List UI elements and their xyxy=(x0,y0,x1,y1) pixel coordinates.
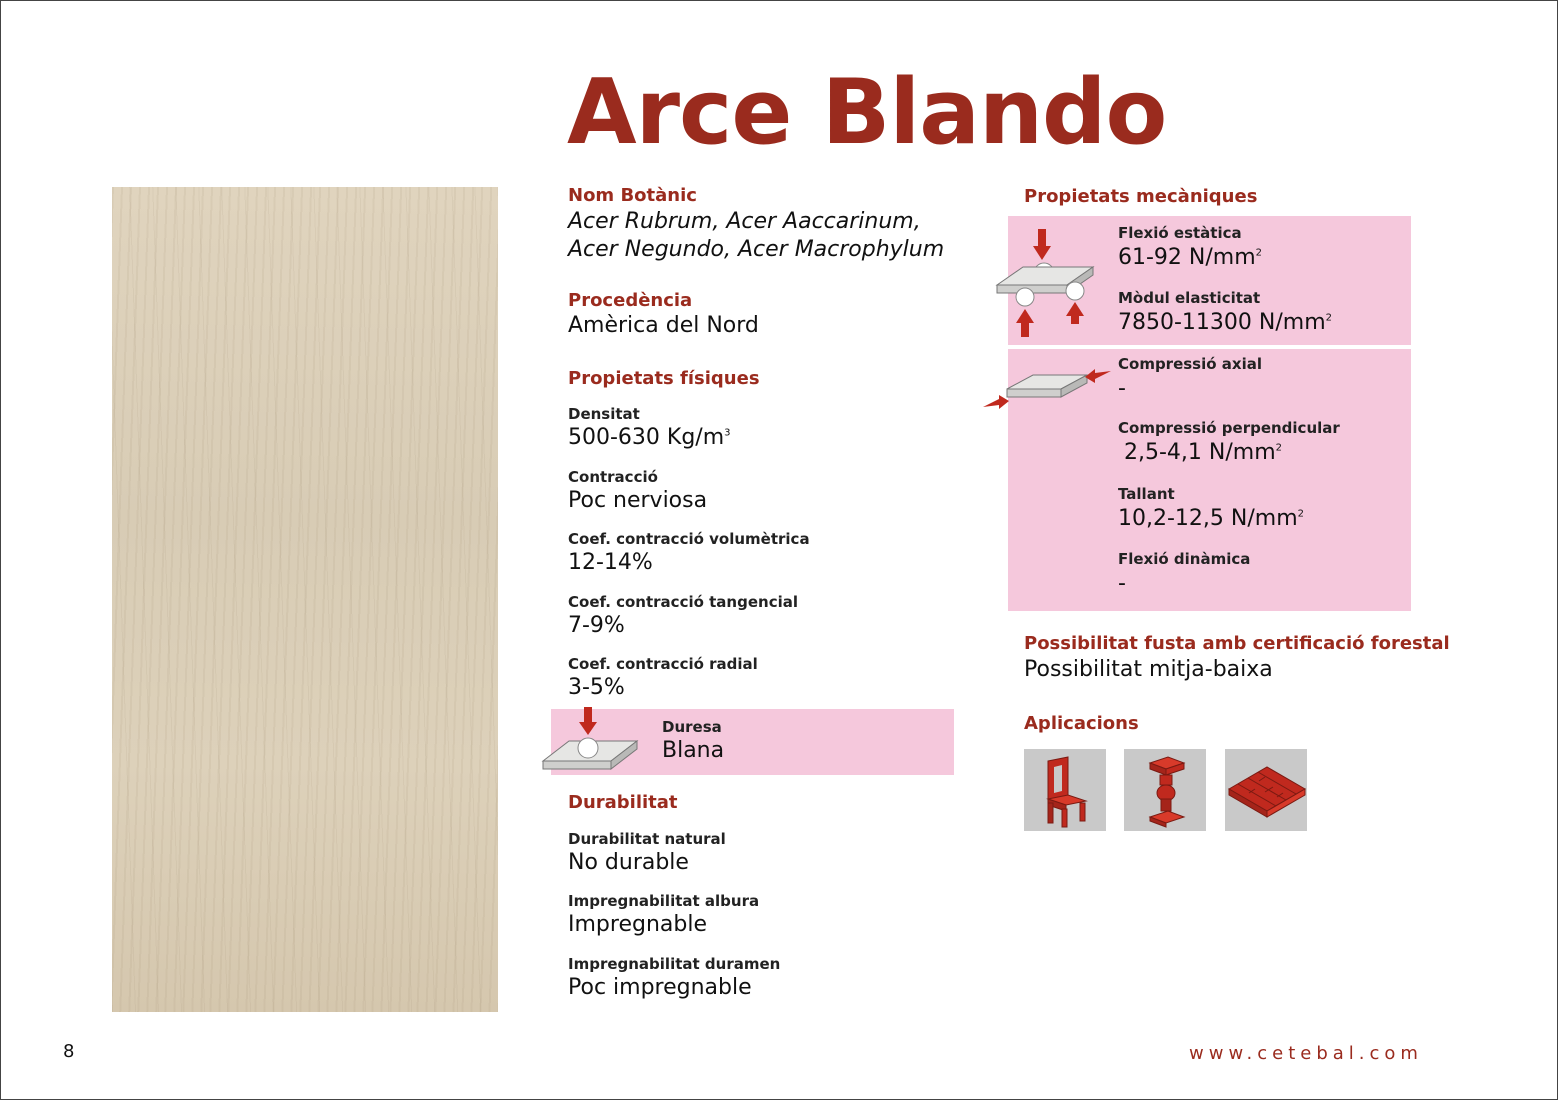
chair-icon xyxy=(1024,749,1106,831)
square-superscript: 2 xyxy=(1255,247,1263,259)
volumetric-coef-label: Coef. contracció volumètrica xyxy=(568,530,810,548)
website-link[interactable]: www.cetebal.com xyxy=(1189,1043,1423,1064)
natural-durability-label: Durabilitat natural xyxy=(568,830,726,848)
density-number: 500-630 Kg/m xyxy=(568,425,725,450)
shrinkage-value: Poc nerviosa xyxy=(568,488,708,513)
dynamic-bending-value: - xyxy=(1118,571,1126,596)
shrinkage-label: Contracció xyxy=(568,468,658,486)
axial-compression-label: Compressió axial xyxy=(1118,355,1262,373)
hardness-value: Blana xyxy=(662,738,725,763)
axial-compression-value: - xyxy=(1118,376,1126,401)
mechanical-properties-heading: Propietats mecàniques xyxy=(1024,186,1258,207)
radial-coef-label: Coef. contracció radial xyxy=(568,655,758,673)
static-bending-label: Flexió estàtica xyxy=(1118,224,1242,242)
dynamic-bending-label: Flexió dinàmica xyxy=(1118,550,1251,568)
perpendicular-compression-number: 2,5-4,1 N/mm xyxy=(1124,440,1276,465)
origin-heading: Procedència xyxy=(568,290,693,311)
density-value xyxy=(568,425,731,450)
durability-heading: Durabilitat xyxy=(568,792,678,813)
density-label: Densitat xyxy=(568,405,640,423)
volumetric-coef-value: 12-14% xyxy=(568,550,653,575)
hardness-test-icon xyxy=(539,705,643,779)
natural-durability-value: No durable xyxy=(568,850,689,875)
botanic-name-heading: Nom Botànic xyxy=(568,185,697,206)
sapwood-impregnability-label: Impregnabilitat albura xyxy=(568,892,760,910)
shear-number: 10,2-12,5 N/mm xyxy=(1118,506,1298,531)
certification-heading: Possibilitat fusta amb certificació forestal xyxy=(1024,633,1450,654)
radial-coef-value: 3-5% xyxy=(568,675,625,700)
axial-compression-test-icon xyxy=(981,365,1113,415)
certification-value: Possibilitat mitja-baixa xyxy=(1024,657,1273,682)
shear-value xyxy=(1118,506,1304,531)
square-superscript: 2 xyxy=(1325,312,1333,324)
origin-value: Amèrica del Nord xyxy=(568,313,759,338)
heartwood-impregnability-label: Impregnabilitat duramen xyxy=(568,955,781,973)
elasticity-modulus-label: Mòdul elasticitat xyxy=(1118,289,1261,307)
sapwood-impregnability-value: Impregnable xyxy=(568,912,707,937)
tangential-coef-value: 7-9% xyxy=(568,613,625,638)
perpendicular-compression-label: Compressió perpendicular xyxy=(1118,419,1340,437)
square-superscript: 2 xyxy=(1297,508,1305,520)
page-title: Arce Blando xyxy=(567,60,1167,165)
elasticity-modulus-number: 7850-11300 N/mm xyxy=(1118,310,1326,335)
static-bending-value xyxy=(1118,245,1262,270)
wood-sample-image xyxy=(112,187,498,1012)
shear-label: Tallant xyxy=(1118,485,1175,503)
botanic-name-value: Acer Rubrum, Acer Aaccarinum, Acer Negundo, Acer Macrophylum xyxy=(568,209,945,262)
cube-superscript: 3 xyxy=(724,427,731,439)
elasticity-modulus-value xyxy=(1118,310,1332,335)
static-bending-number: 61-92 N/mm xyxy=(1118,245,1256,270)
applications-heading: Aplicacions xyxy=(1024,713,1139,734)
square-superscript: 2 xyxy=(1275,442,1283,454)
heartwood-impregnability-value: Poc impregnable xyxy=(568,975,752,1000)
hardness-label: Duresa xyxy=(662,718,722,736)
page-number: 8 xyxy=(63,1041,75,1062)
static-bending-test-icon xyxy=(993,227,1097,339)
physical-properties-heading: Propietats físiques xyxy=(568,368,760,389)
tangential-coef-label: Coef. contracció tangencial xyxy=(568,593,798,611)
column-icon xyxy=(1124,749,1206,831)
parquet-floor-icon xyxy=(1225,749,1307,831)
perpendicular-compression-value xyxy=(1124,440,1282,465)
